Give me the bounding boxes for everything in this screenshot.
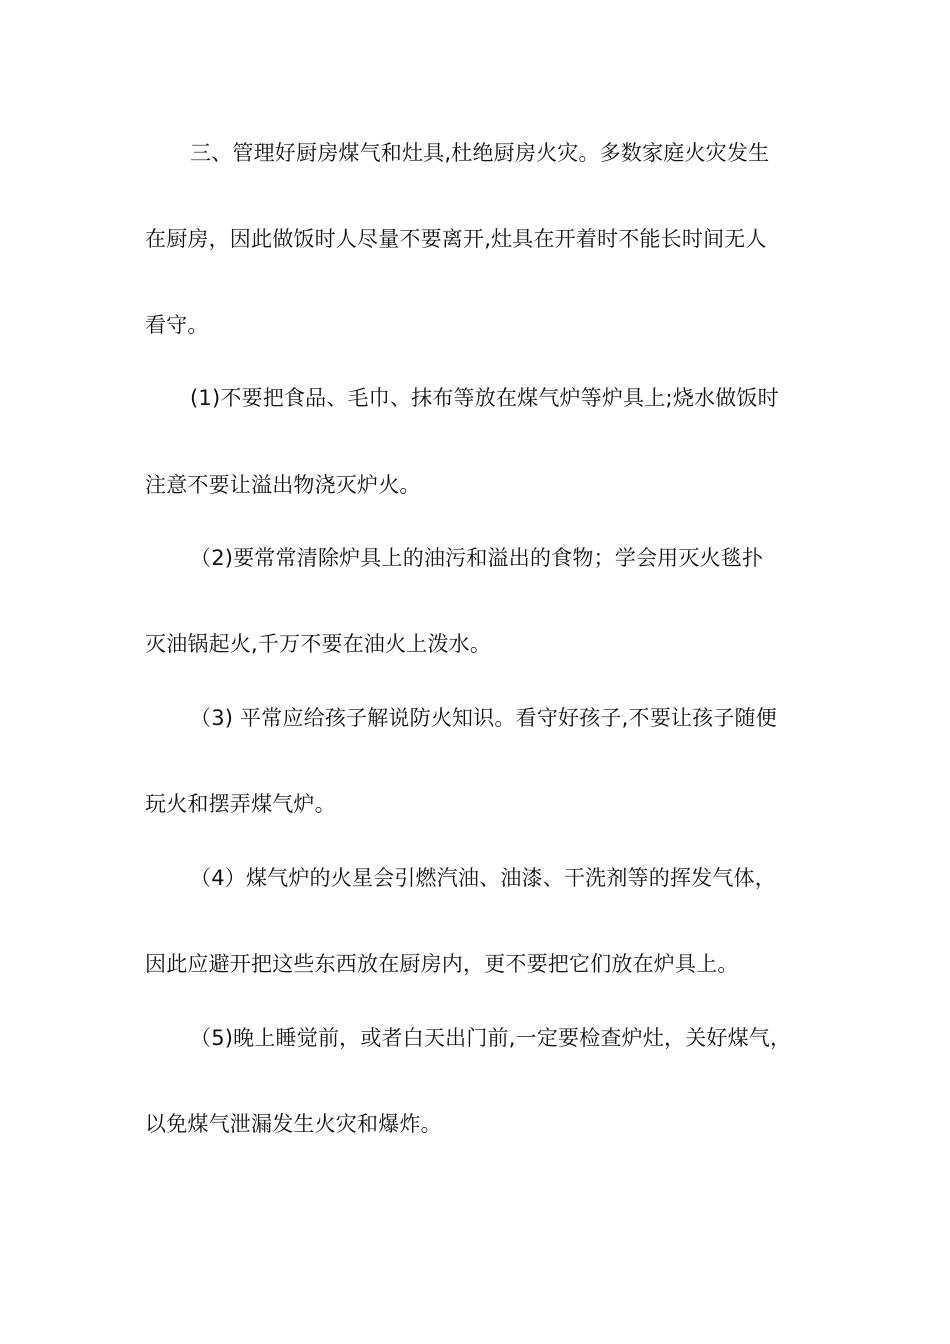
item-2-line-2: 灭油锅起火,千万不要在油火上泼水。	[145, 632, 492, 656]
item-3-line-1: （3) 平常应给孩子解说防火知识。看守好孩子,不要让孩子随便	[190, 706, 777, 730]
item-3-line-2: 玩火和摆弄煤气炉。	[145, 792, 336, 816]
item-5-line-2: 以免煤气泄漏发生火灾和爆炸。	[145, 1112, 442, 1136]
item-1-line-1: (1)不要把食品、毛巾、抹布等放在煤气炉等炉具上;烧水做饭时	[190, 386, 779, 410]
item-2-line-1: （2)要常常清除炉具上的油污和溢出的食物；学会用灭火毯扑	[190, 546, 764, 570]
item-4-line-1: （4）煤气炉的火星会引燃汽油、油漆、干洗剂等的挥发气体，	[190, 866, 776, 890]
paragraph-3-line-2: 在厨房，因此做饭时人尽量不要离开,灶具在开着时不能长时间无人	[145, 227, 767, 251]
item-4-line-2: 因此应避开把这些东西放在厨房内，更不要把它们放在炉具上。	[145, 952, 739, 976]
item-1-line-2: 注意不要让溢出物浇灭炉火。	[145, 473, 421, 497]
paragraph-3-line-3: 看守。	[145, 313, 209, 337]
paragraph-3-line-1: 三、管理好厨房煤气和灶具,杜绝厨房火灾。多数家庭火灾发生	[190, 141, 770, 165]
item-5-line-1: （5)晚上睡觉前，或者白天出门前,一定要检查炉灶，关好煤气，	[190, 1026, 792, 1050]
